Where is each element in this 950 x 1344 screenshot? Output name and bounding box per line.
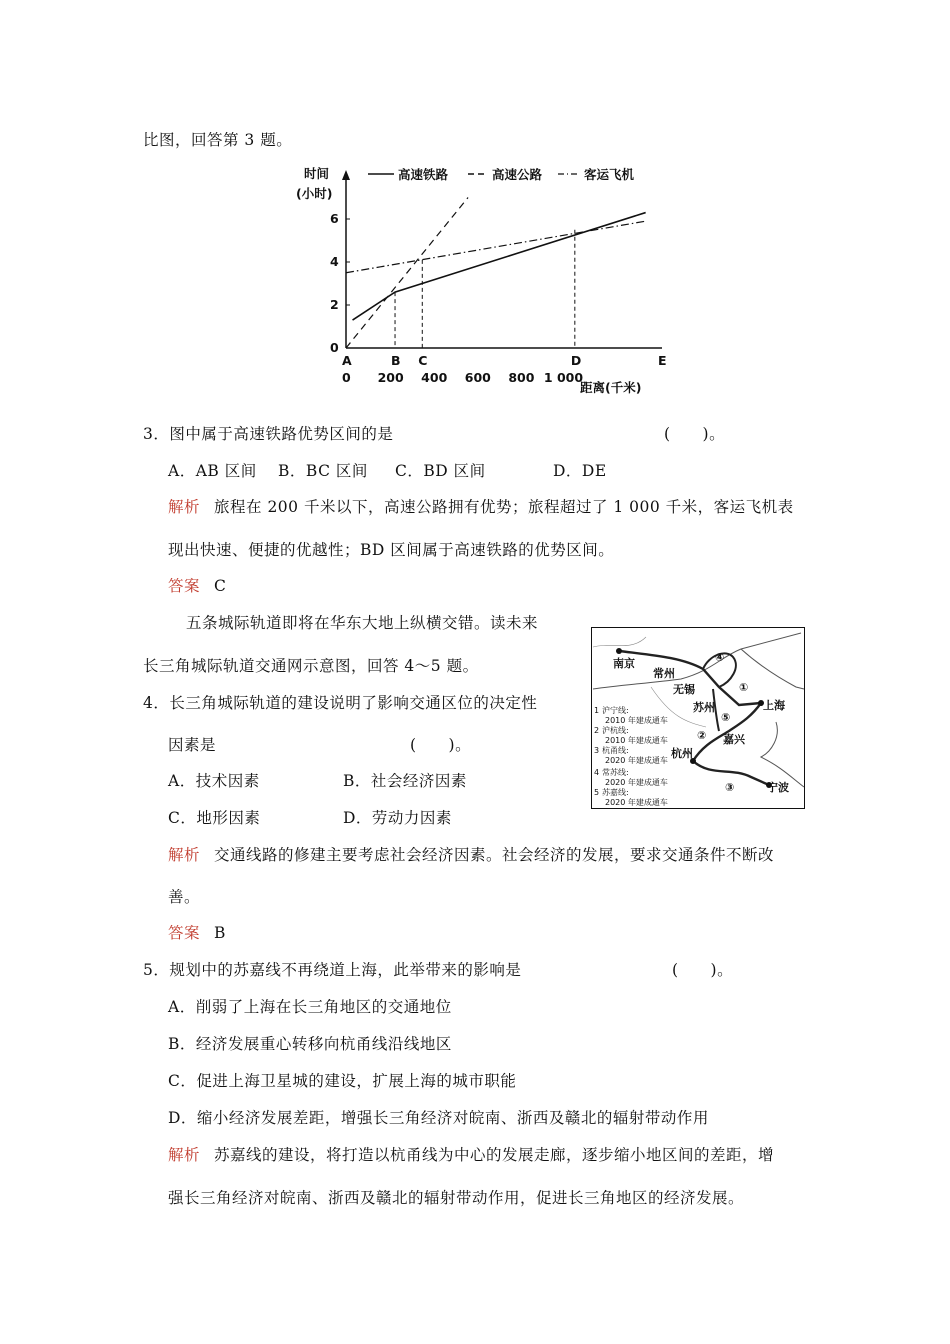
- legend-2-name: 沪杭线:: [602, 726, 629, 735]
- legend-2-num: 2: [594, 726, 600, 735]
- legend-rail: 高速铁路: [398, 167, 449, 182]
- q3-option-b: B．BC 区间: [278, 462, 368, 480]
- q4-option-b: B．社会经济因素: [343, 772, 467, 790]
- city-hangzhou: 杭州: [671, 747, 693, 760]
- q4-paren: ( )。: [410, 736, 472, 754]
- q5-stem: 5．规划中的苏嘉线不再绕道上海，此举带来的影响是: [143, 961, 522, 979]
- q45-intro-1: 五条城际轨道即将在华东大地上纵横交错。读未来: [186, 614, 539, 632]
- q5-option-a: A．削弱了上海在长三角地区的交通地位: [168, 998, 452, 1016]
- legend-road: 高速公路: [492, 167, 543, 182]
- legend-3-year: 2020 年建成通车: [605, 756, 668, 765]
- q45-intro-2: 长三角城际轨道交通网示意图，回答 4～5 题。: [143, 657, 479, 675]
- point-label: A: [342, 353, 352, 368]
- q5-analysis-cont: 强长三角经济对皖南、浙西及赣北的辐射带动作用，促进长三角地区的经济发展。: [168, 1189, 745, 1207]
- q4-option-d: D．劳动力因素: [343, 809, 452, 827]
- x-tick-label: 600: [464, 370, 491, 385]
- x-tick-label: 400: [421, 370, 448, 385]
- answer-label: 答案: [168, 577, 201, 595]
- x-tick-label: 1 000: [543, 370, 584, 385]
- city-changzhou: 常州: [653, 667, 675, 680]
- q5-option-b: B．经济发展重心转移向杭甬线沿线地区: [168, 1035, 452, 1053]
- point-label: B: [391, 353, 401, 368]
- analysis-label: 解析: [168, 1146, 201, 1164]
- q5-option-c: C．促进上海卫星城的建设，扩展上海的城市职能: [168, 1072, 517, 1090]
- legend-3-name: 杭甬线:: [602, 746, 629, 755]
- point-label: D: [570, 353, 582, 368]
- legend-1-year: 2010 年建成通车: [605, 716, 668, 725]
- y-tick-label: 2: [330, 297, 339, 312]
- q3-option-d: D．DE: [553, 462, 607, 480]
- q3-analysis: 解析 旅程在 200 千米以下，高速公路拥有优势；旅程超过了 1 000 千米，客运飞机表: [168, 498, 794, 516]
- q5-paren: ( )。: [672, 961, 734, 979]
- legend-4-num: 4: [594, 768, 600, 777]
- legend-1-num: 1: [594, 706, 600, 715]
- q4-answer: 答案 B: [168, 924, 226, 942]
- route-num-4: ④: [715, 651, 725, 664]
- q4-analysis: 解析 交通线路的修建主要考虑社会经济因素。社会经济的发展，要求交通条件不断改: [168, 846, 775, 864]
- analysis-label: 解析: [168, 498, 201, 516]
- x-tick-label: 0: [342, 370, 351, 385]
- q4-stem-1: 4．长三角城际轨道的建设说明了影响交通区位的决定性: [143, 694, 538, 712]
- x-tick-label: 800: [508, 370, 535, 385]
- city-nanjing: 南京: [613, 657, 635, 670]
- q3-stem: 3．图中属于高速铁路优势区间的是: [143, 425, 394, 443]
- legend-4-year: 2020 年建成通车: [605, 778, 668, 787]
- legend-2-year: 2010 年建成通车: [605, 736, 668, 745]
- q5-analysis: 解析 苏嘉线的建设，将打造以杭甬线为中心的发展走廊，逐步缩小地区间的差距，增: [168, 1146, 775, 1164]
- y-tick-label: 6: [330, 211, 339, 226]
- q3-option-a: A．AB 区间: [168, 462, 257, 480]
- point-label: C: [418, 353, 428, 368]
- city-suzhou: 苏州: [693, 701, 715, 714]
- q5-option-d: D．缩小经济发展差距，增强长三角经济对皖南、浙西及赣北的辐射带动作用: [168, 1109, 709, 1127]
- y-axis-arrow: [342, 170, 350, 180]
- q3-paren: ( )。: [664, 425, 726, 443]
- route-num-2: ②: [697, 729, 707, 742]
- nanjing-dot: [616, 648, 622, 654]
- q4-option-c: C．地形因素: [168, 809, 261, 827]
- q4-stem-2: 因素是: [168, 736, 217, 754]
- legend-air: 客运飞机: [584, 167, 635, 182]
- x-tick-label: 200: [377, 370, 404, 385]
- q4-option-a: A．技术因素: [168, 772, 260, 790]
- answer-label: 答案: [168, 924, 201, 942]
- legend-5-name: 苏嘉线:: [602, 788, 629, 797]
- y-axis-label-1: 时间: [304, 166, 330, 181]
- q3-option-c: C．BD 区间: [395, 462, 486, 480]
- legend-3-num: 3: [594, 746, 600, 755]
- legend-1-name: 沪宁线:: [602, 706, 629, 715]
- x-axis-label: 距离(千米): [580, 380, 642, 395]
- point-label: E: [658, 353, 667, 368]
- y-tick-label: 4: [330, 254, 339, 269]
- city-jiaxing: 嘉兴: [723, 733, 745, 746]
- transport-time-chart: [290, 158, 670, 398]
- route-num-5: ⑤: [721, 711, 731, 724]
- y-axis-label-2: (小时): [296, 186, 333, 201]
- yangtze-delta-rail-map: [591, 627, 805, 809]
- route-num-3: ③: [725, 781, 735, 794]
- analysis-label: 解析: [168, 846, 201, 864]
- city-wuxi: 无锡: [673, 683, 695, 696]
- intro-text: 比图，回答第 3 题。: [143, 131, 293, 149]
- q4-analysis-cont: 善。: [168, 888, 201, 906]
- legend-4-name: 常苏线:: [602, 768, 629, 777]
- legend-5-num: 5: [594, 788, 600, 797]
- y-tick-label: 0: [330, 340, 339, 355]
- city-ningbo: 宁波: [767, 781, 789, 794]
- legend-5-year: 2020 年建成通车: [605, 798, 668, 807]
- series-line-dashed: [346, 198, 468, 349]
- q3-analysis-cont: 现出快速、便捷的优越性；BD 区间属于高速铁路的优势区间。: [168, 541, 615, 559]
- q3-answer: 答案 C: [168, 577, 227, 595]
- series-line-dashdot: [346, 221, 646, 273]
- city-shanghai: 上海: [763, 699, 785, 712]
- route-num-1: ①: [739, 681, 749, 694]
